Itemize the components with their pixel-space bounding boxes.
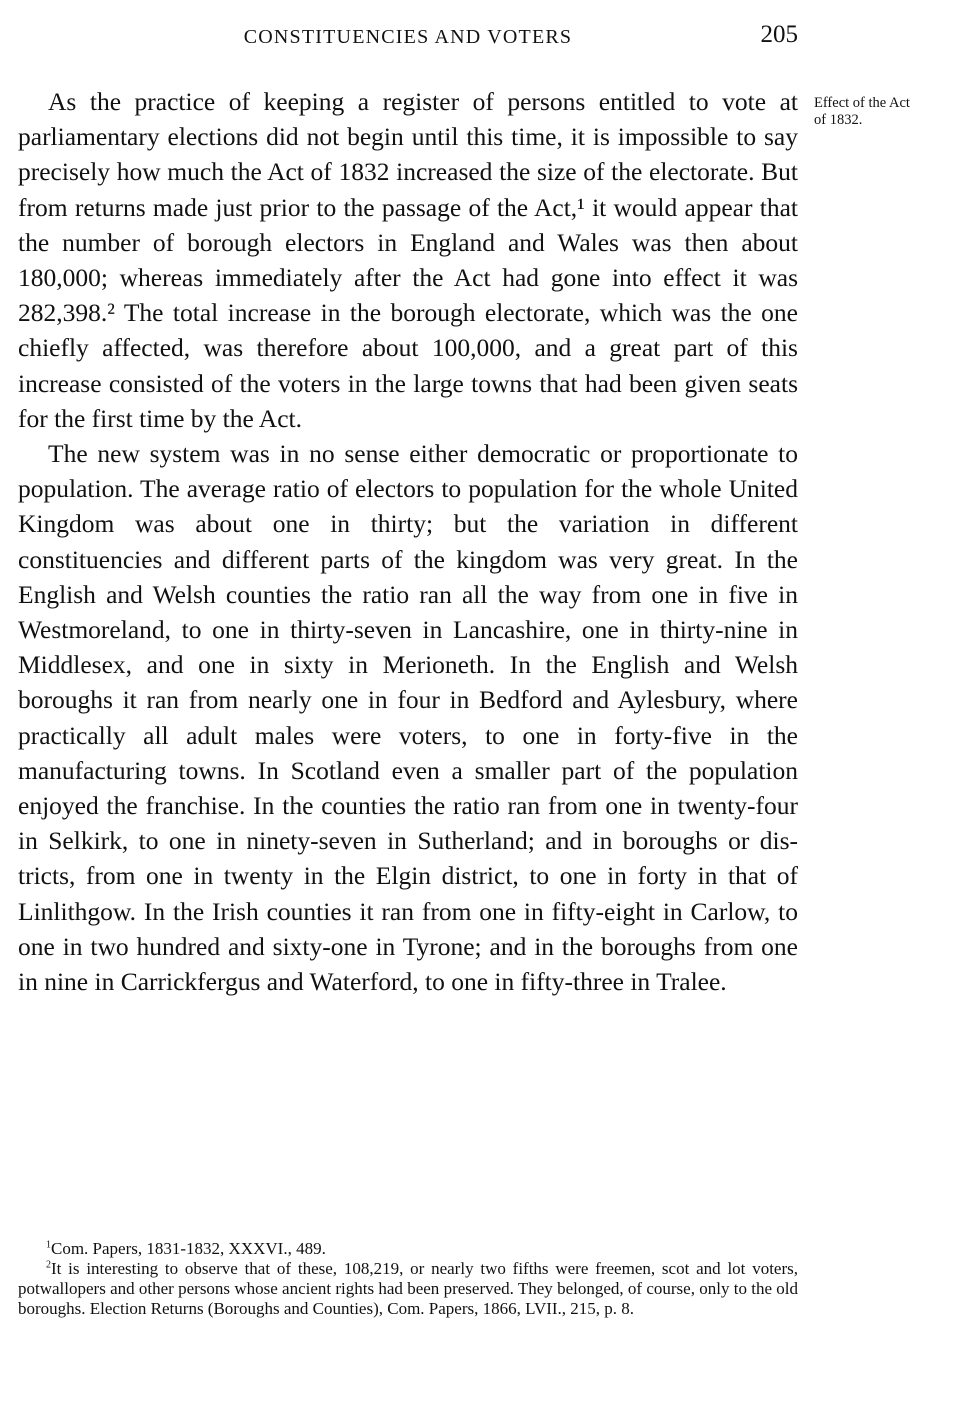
paragraph-effect-of-act: As the practice of keeping a register of persons entitled to vote at parliamentary elections did not begin until this time, it is impossible to say precisely how much the Act of 1832 increased the size of the electorate. But from returns made just prior to the passage of the Act,¹ it would appear that the number of borough electors in England and Wales was then about 180,000; whereas immediately after the Act had gone into effect it was 282,398.² The total increase in the borough electorate, which was the one chiefly affected, was therefore about 100,000, and a great part of this increase consisted of the voters in the large towns that had been given seats for the first time by the Act.: [18, 87, 798, 433]
footnotes: [18, 1239, 798, 1319]
footnote-text: It is interesting to observe that of these, 108,219, or nearly two fifths were freemen, scot and lot voters, potwallopers and other persons whose ancient rights had been preserved. They belonged, of course, only to the old boroughs. Election Returns (Boroughs and Counties), Com. Papers, 1866, LVII., 215, p. 8.: [18, 1259, 798, 1318]
main-text: [18, 84, 798, 999]
paragraph-electoral-ratios: The new system was in no sense either democratic or proportionate to population. The average ratio of electors to population for the whole United Kingdom was about one in thirty; but the variation in different constituencies and different parts of the kingdom was very great. In the English and Welsh counties the ratio ran all the way from one in five in Westmoreland, to one in thirty-seven in Lancashire, one in thirty-nine in Middlesex, and one in sixty in Merioneth. In the English and Welsh boroughs it ran from nearly one in four in Bedford and Aylesbury, where practically all adult males were voters, to one in forty-five in the manufacturing towns. In Scotland even a smaller part of the population enjoyed the franchise. In the counties the ratio ran from one in twenty-four in Selkirk, to one in ninety-seven in Sutherland; and in boroughs or districts, from one in twenty in the Elgin district, to one in forty in that of Linlithgow. In the Irish counties it ran from one in fifty-eight in Carlow, to one in two hundred and sixty-one in Tyrone; and in the boroughs from one in nine in Carrickfergus and Waterford, to one in fifty-three in Tralee.: [18, 439, 798, 997]
footnote-marker: 1: [46, 1239, 51, 1251]
page-number: 205: [760, 21, 798, 48]
footnote-text: Com. Papers, 1831-1832, XXXVI., 489.: [51, 1239, 326, 1258]
running-head: [18, 20, 798, 54]
footnote-2: [18, 1259, 798, 1319]
footnote-marker: 2: [46, 1259, 51, 1271]
footnote-1: [18, 1239, 798, 1259]
margin-note: Effect of the Act of 1832.: [814, 95, 910, 128]
page-title: CONSTITUENCIES AND VOTERS: [243, 25, 573, 48]
